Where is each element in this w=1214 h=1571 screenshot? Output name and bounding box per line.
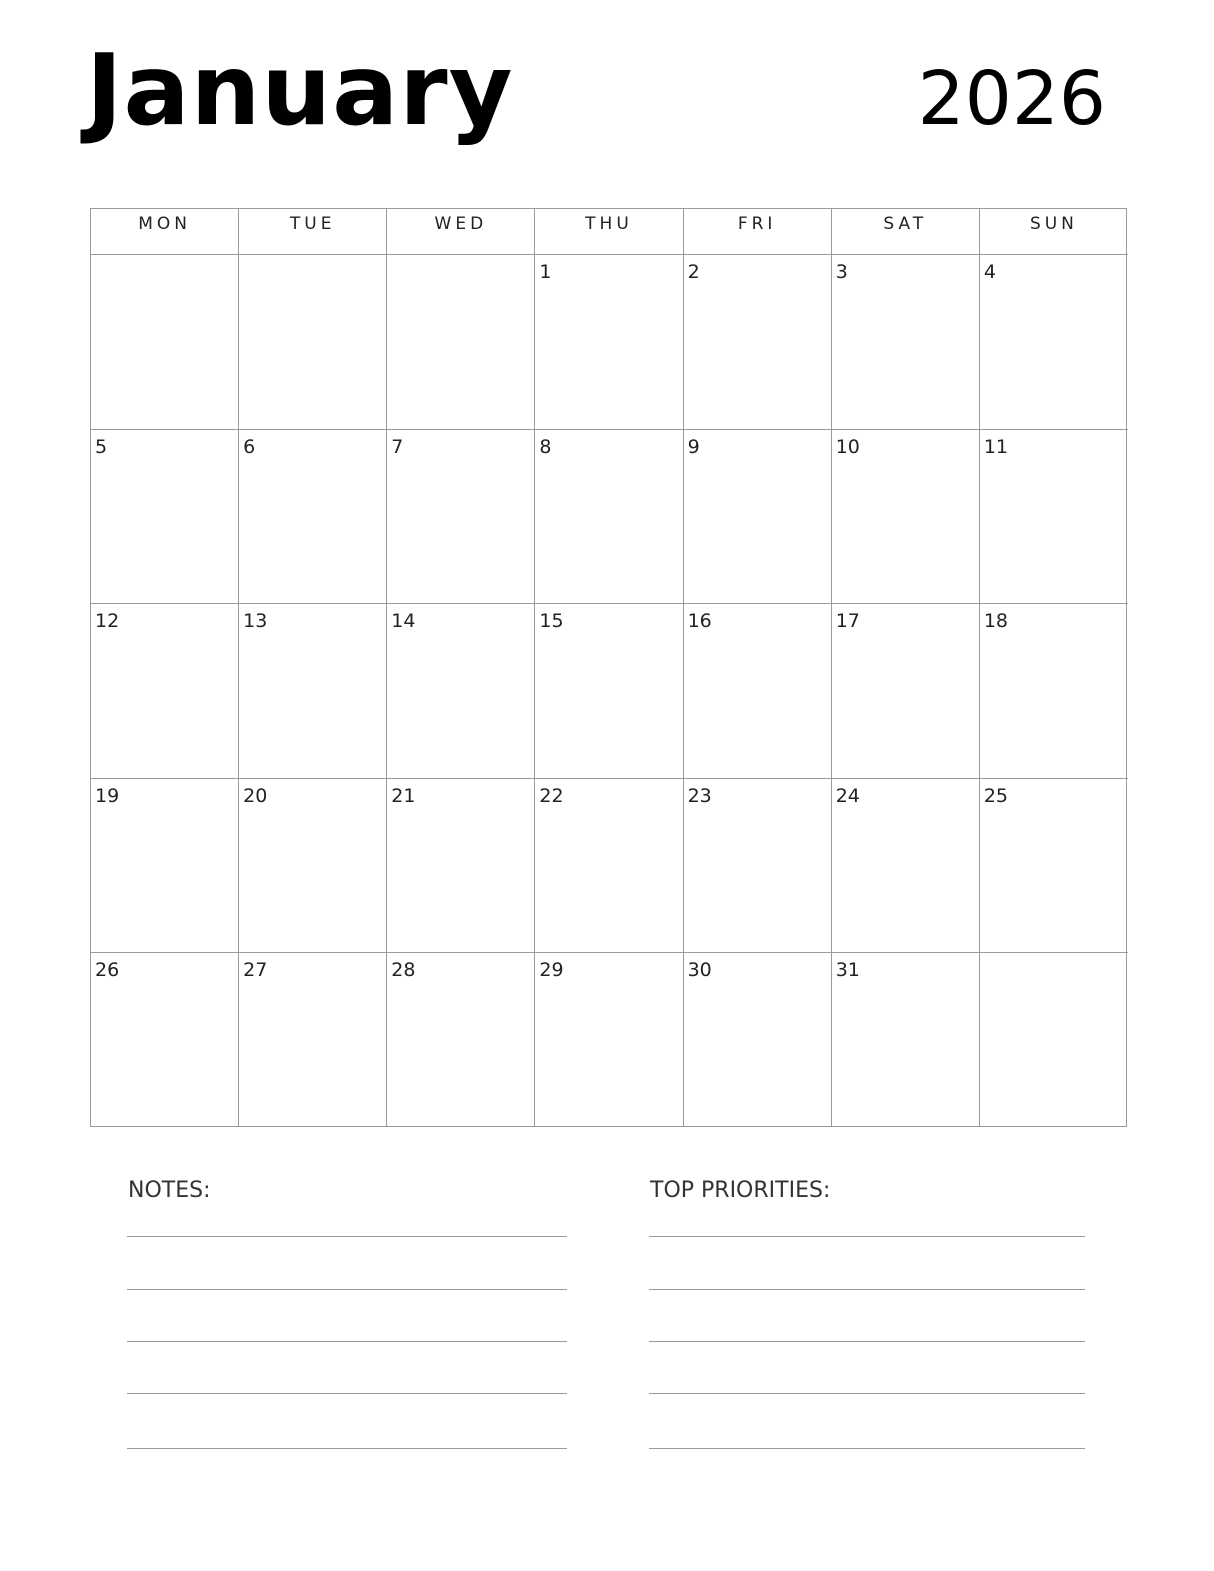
day-number: 18	[983, 610, 1009, 632]
day-cell[interactable]	[684, 430, 832, 604]
day-number: 21	[391, 785, 416, 807]
day-cell[interactable]	[832, 255, 980, 430]
day-cell[interactable]	[91, 779, 239, 953]
day-number: 10	[835, 436, 860, 458]
day-cell[interactable]	[535, 953, 683, 1126]
calendar-grid	[90, 208, 1127, 1127]
day-number: 17	[835, 610, 860, 632]
year-title: 2026	[917, 56, 1106, 142]
day-cell[interactable]	[684, 604, 832, 779]
day-cell[interactable]	[832, 779, 980, 953]
day-cell[interactable]	[387, 953, 535, 1126]
day-number: 30	[687, 959, 712, 981]
day-number: 23	[687, 785, 712, 807]
day-number: 31	[835, 959, 860, 981]
weekday-header-thu: THU	[535, 209, 683, 255]
month-title: January	[86, 34, 514, 148]
day-number: 2	[687, 261, 700, 283]
day-number: 20	[243, 785, 268, 807]
priorities-line	[649, 1393, 1085, 1394]
day-cell[interactable]	[980, 953, 1128, 1126]
day-cell[interactable]	[684, 255, 832, 430]
day-number: 8	[539, 436, 552, 458]
day-number: 29	[539, 959, 564, 981]
priorities-line	[649, 1289, 1085, 1290]
day-cell[interactable]	[387, 779, 535, 953]
day-cell[interactable]	[832, 604, 980, 779]
weekday-header-mon: MON	[91, 209, 239, 255]
day-number: 5	[95, 436, 108, 458]
day-number: 7	[391, 436, 404, 458]
day-cell[interactable]	[980, 779, 1128, 953]
notes-line	[127, 1289, 567, 1290]
day-number: 4	[983, 261, 996, 283]
day-cell[interactable]	[91, 430, 239, 604]
day-cell[interactable]	[91, 953, 239, 1126]
day-number: 13	[243, 610, 268, 632]
day-cell[interactable]	[832, 430, 980, 604]
day-cell[interactable]	[239, 430, 387, 604]
day-number: 25	[983, 785, 1009, 807]
day-number: 12	[95, 610, 120, 632]
day-cell[interactable]	[91, 604, 239, 779]
day-number: 27	[243, 959, 268, 981]
day-number: 26	[95, 959, 120, 981]
weekday-header-tue: TUE	[239, 209, 387, 255]
day-cell[interactable]	[239, 604, 387, 779]
notes-line	[127, 1448, 567, 1449]
day-cell[interactable]	[980, 604, 1128, 779]
day-number: 15	[539, 610, 564, 632]
weekday-header-sat: SAT	[832, 209, 980, 255]
day-number: 14	[391, 610, 416, 632]
day-cell[interactable]	[387, 255, 535, 430]
day-cell[interactable]	[684, 953, 832, 1126]
day-cell[interactable]	[239, 255, 387, 430]
notes-line	[127, 1341, 567, 1342]
day-cell[interactable]	[535, 255, 683, 430]
day-number: 24	[835, 785, 860, 807]
day-number: 1	[539, 261, 552, 283]
notes-line	[127, 1236, 567, 1237]
day-cell[interactable]	[91, 255, 239, 430]
priorities-label: TOP PRIORITIES:	[650, 1178, 831, 1203]
day-cell[interactable]	[980, 430, 1128, 604]
day-cell[interactable]	[535, 779, 683, 953]
priorities-line	[649, 1448, 1085, 1449]
weekday-header-sun: SUN	[980, 209, 1128, 255]
notes-line	[127, 1393, 567, 1394]
day-cell[interactable]	[239, 779, 387, 953]
day-cell[interactable]	[387, 430, 535, 604]
day-cell[interactable]	[239, 953, 387, 1126]
day-number: 22	[539, 785, 564, 807]
day-cell[interactable]	[980, 255, 1128, 430]
day-number: 19	[95, 785, 120, 807]
notes-label: NOTES:	[128, 1178, 211, 1203]
day-number: 3	[835, 261, 848, 283]
day-number: 9	[687, 436, 700, 458]
day-number: 16	[687, 610, 712, 632]
day-cell[interactable]	[684, 779, 832, 953]
day-number: 28	[391, 959, 416, 981]
weekday-header-wed: WED	[387, 209, 535, 255]
day-number: 6	[243, 436, 256, 458]
priorities-line	[649, 1341, 1085, 1342]
day-cell[interactable]	[535, 604, 683, 779]
priorities-line	[649, 1236, 1085, 1237]
day-cell[interactable]	[535, 430, 683, 604]
day-cell[interactable]	[387, 604, 535, 779]
weekday-header-fri: FRI	[684, 209, 832, 255]
day-number: 11	[983, 436, 1009, 458]
day-cell[interactable]	[832, 953, 980, 1126]
